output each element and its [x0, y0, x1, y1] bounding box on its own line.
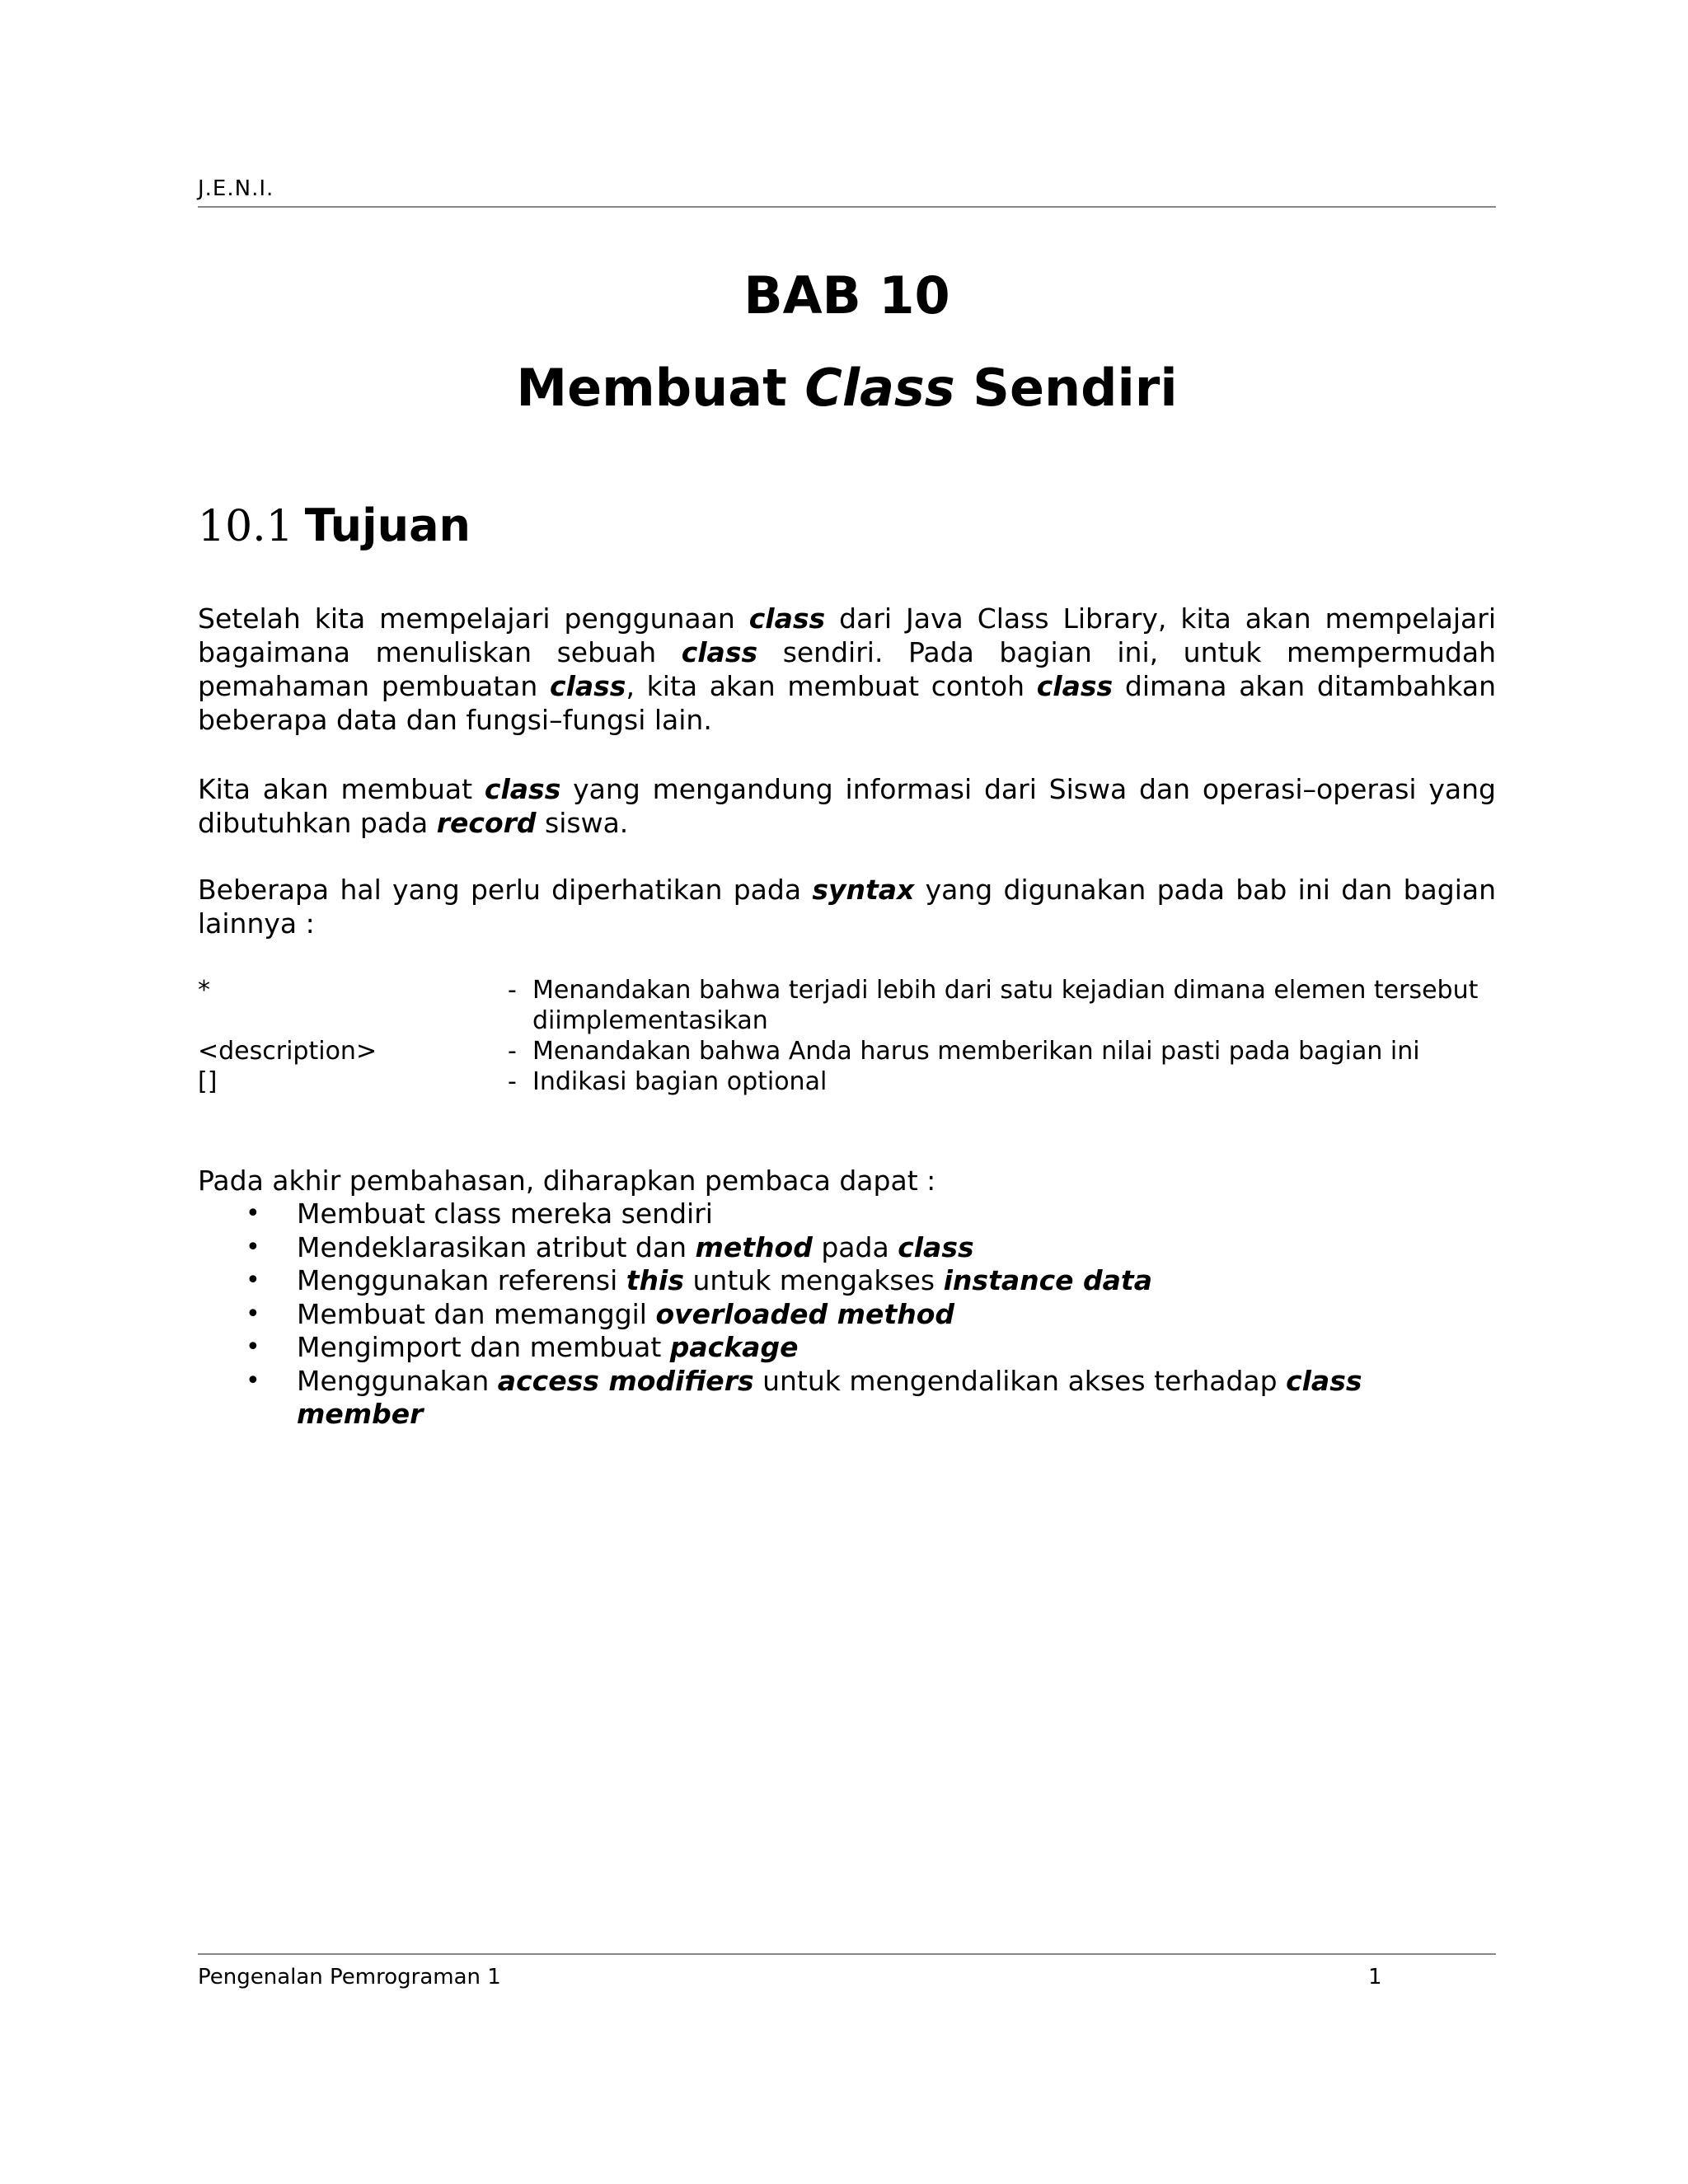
footer-book-title: Pengenalan Pemrograman 1	[198, 1965, 501, 1990]
definition-text: Menandakan bahwa Anda harus memberikan nilai pasti pada bagian ini	[532, 1037, 1420, 1066]
definition-row	[198, 1066, 1496, 1097]
section-number: 10.1	[198, 502, 293, 551]
list-item	[198, 1298, 1496, 1332]
text-run: siswa.	[536, 807, 629, 839]
paragraph-intro	[198, 602, 1496, 737]
text-run: yang digunakan pada bab ini dan bagian lainnya :	[198, 874, 1496, 940]
list-item	[198, 1331, 1496, 1365]
definition-row	[198, 1036, 1496, 1066]
text-run: dimana akan ditambahkan beberapa data dan fungsi–fungsi lain.	[198, 670, 1496, 736]
page-footer	[198, 1953, 1496, 1990]
emphasis-term: this	[626, 1264, 685, 1296]
chapter-number: BAB 10	[743, 265, 950, 326]
emphasis-term: class	[484, 773, 561, 805]
text-run: Menggunakan referensi	[297, 1264, 626, 1296]
text-run: Membuat dan memanggil	[297, 1297, 656, 1330]
text-run: yang mengandung informasi dari Siswa dan operasi–operasi yang dibutuhkan pada	[198, 773, 1496, 839]
definition-term: []	[198, 1067, 218, 1096]
text-run: Mengimport dan membuat	[297, 1331, 670, 1363]
emphasis-term: record	[436, 807, 537, 839]
text-run: Mendeklarasikan atribut dan	[297, 1230, 696, 1263]
emphasis-term: package	[669, 1331, 799, 1363]
text-run: Kita akan membuat	[198, 773, 485, 805]
definition-description	[508, 1036, 1496, 1066]
text-run: , kita akan membuat contoh	[626, 670, 1037, 702]
emphasis-term: syntax	[812, 874, 915, 906]
list-item	[198, 1197, 1496, 1231]
list-item	[198, 1264, 1496, 1298]
definition-dash: -	[508, 1067, 517, 1096]
text-run: untuk mengakses	[684, 1264, 944, 1296]
emphasis-term: method	[695, 1230, 813, 1263]
emphasis-term: class	[898, 1230, 974, 1263]
emphasis-term: class	[681, 636, 758, 668]
emphasis-term: class	[550, 670, 626, 702]
chapter-title-part: Sendiri	[954, 358, 1178, 418]
list-item	[198, 1231, 1496, 1265]
definition-term: *	[198, 976, 210, 1005]
emphasis-term: class	[1036, 670, 1114, 702]
syntax-definition-table	[198, 975, 1496, 1097]
emphasis-term: access modifiers	[497, 1364, 754, 1397]
definition-text: Menandakan bahwa terjadi lebih dari satu kejadian dimana elemen tersebut diimplementasikan	[532, 976, 1479, 1035]
text-run: dari Java Class Library, kita akan mempelajari bagaimana menuliskan sebuah	[198, 602, 1496, 668]
definition-dash: -	[508, 1037, 517, 1066]
text-run: pada	[812, 1230, 898, 1263]
list-item	[198, 1365, 1496, 1432]
header-text: J.E.N.I.	[198, 176, 274, 201]
text-run: untuk mengendalikan akses terhadap	[753, 1364, 1287, 1397]
definition-description	[508, 1066, 1496, 1097]
definition-description	[508, 975, 1496, 1036]
definition-row	[198, 975, 1496, 1036]
chapter-title	[198, 358, 1496, 418]
text-run: Membuat class mereka sendiri	[297, 1197, 713, 1230]
chapter-title-part: Membuat	[516, 358, 805, 418]
emphasis-term: overloaded method	[655, 1297, 955, 1330]
definition-dash: -	[508, 976, 517, 1005]
goals-list	[198, 1197, 1496, 1432]
definition-term: <description>	[198, 1037, 377, 1066]
text-run: Setelah kita mempelajari penggunaan	[198, 602, 749, 635]
text-run: sendiri. Pada bagian ini, untuk mempermudah pemahaman pembuatan	[198, 636, 1497, 702]
section-heading	[198, 499, 471, 551]
emphasis-term: class member	[297, 1364, 1362, 1430]
goals-intro: Pada akhir pembahasan, diharapkan pembaca dapat :	[198, 1165, 936, 1197]
page-number: 1	[1368, 1965, 1382, 1990]
chapter-title-emphasis: Class	[804, 358, 955, 418]
definition-text: Indikasi bagian optional	[532, 1067, 828, 1096]
text-run: Menggunakan	[297, 1364, 498, 1397]
section-title: Tujuan	[304, 499, 471, 551]
emphasis-term: class	[748, 602, 826, 635]
emphasis-term: instance data	[943, 1264, 1152, 1296]
paragraph-student-class	[198, 772, 1496, 840]
page-header	[198, 173, 1496, 208]
text-run: Beberapa hal yang perlu diperhatikan pada	[198, 874, 813, 906]
paragraph-syntax-notes	[198, 873, 1496, 940]
